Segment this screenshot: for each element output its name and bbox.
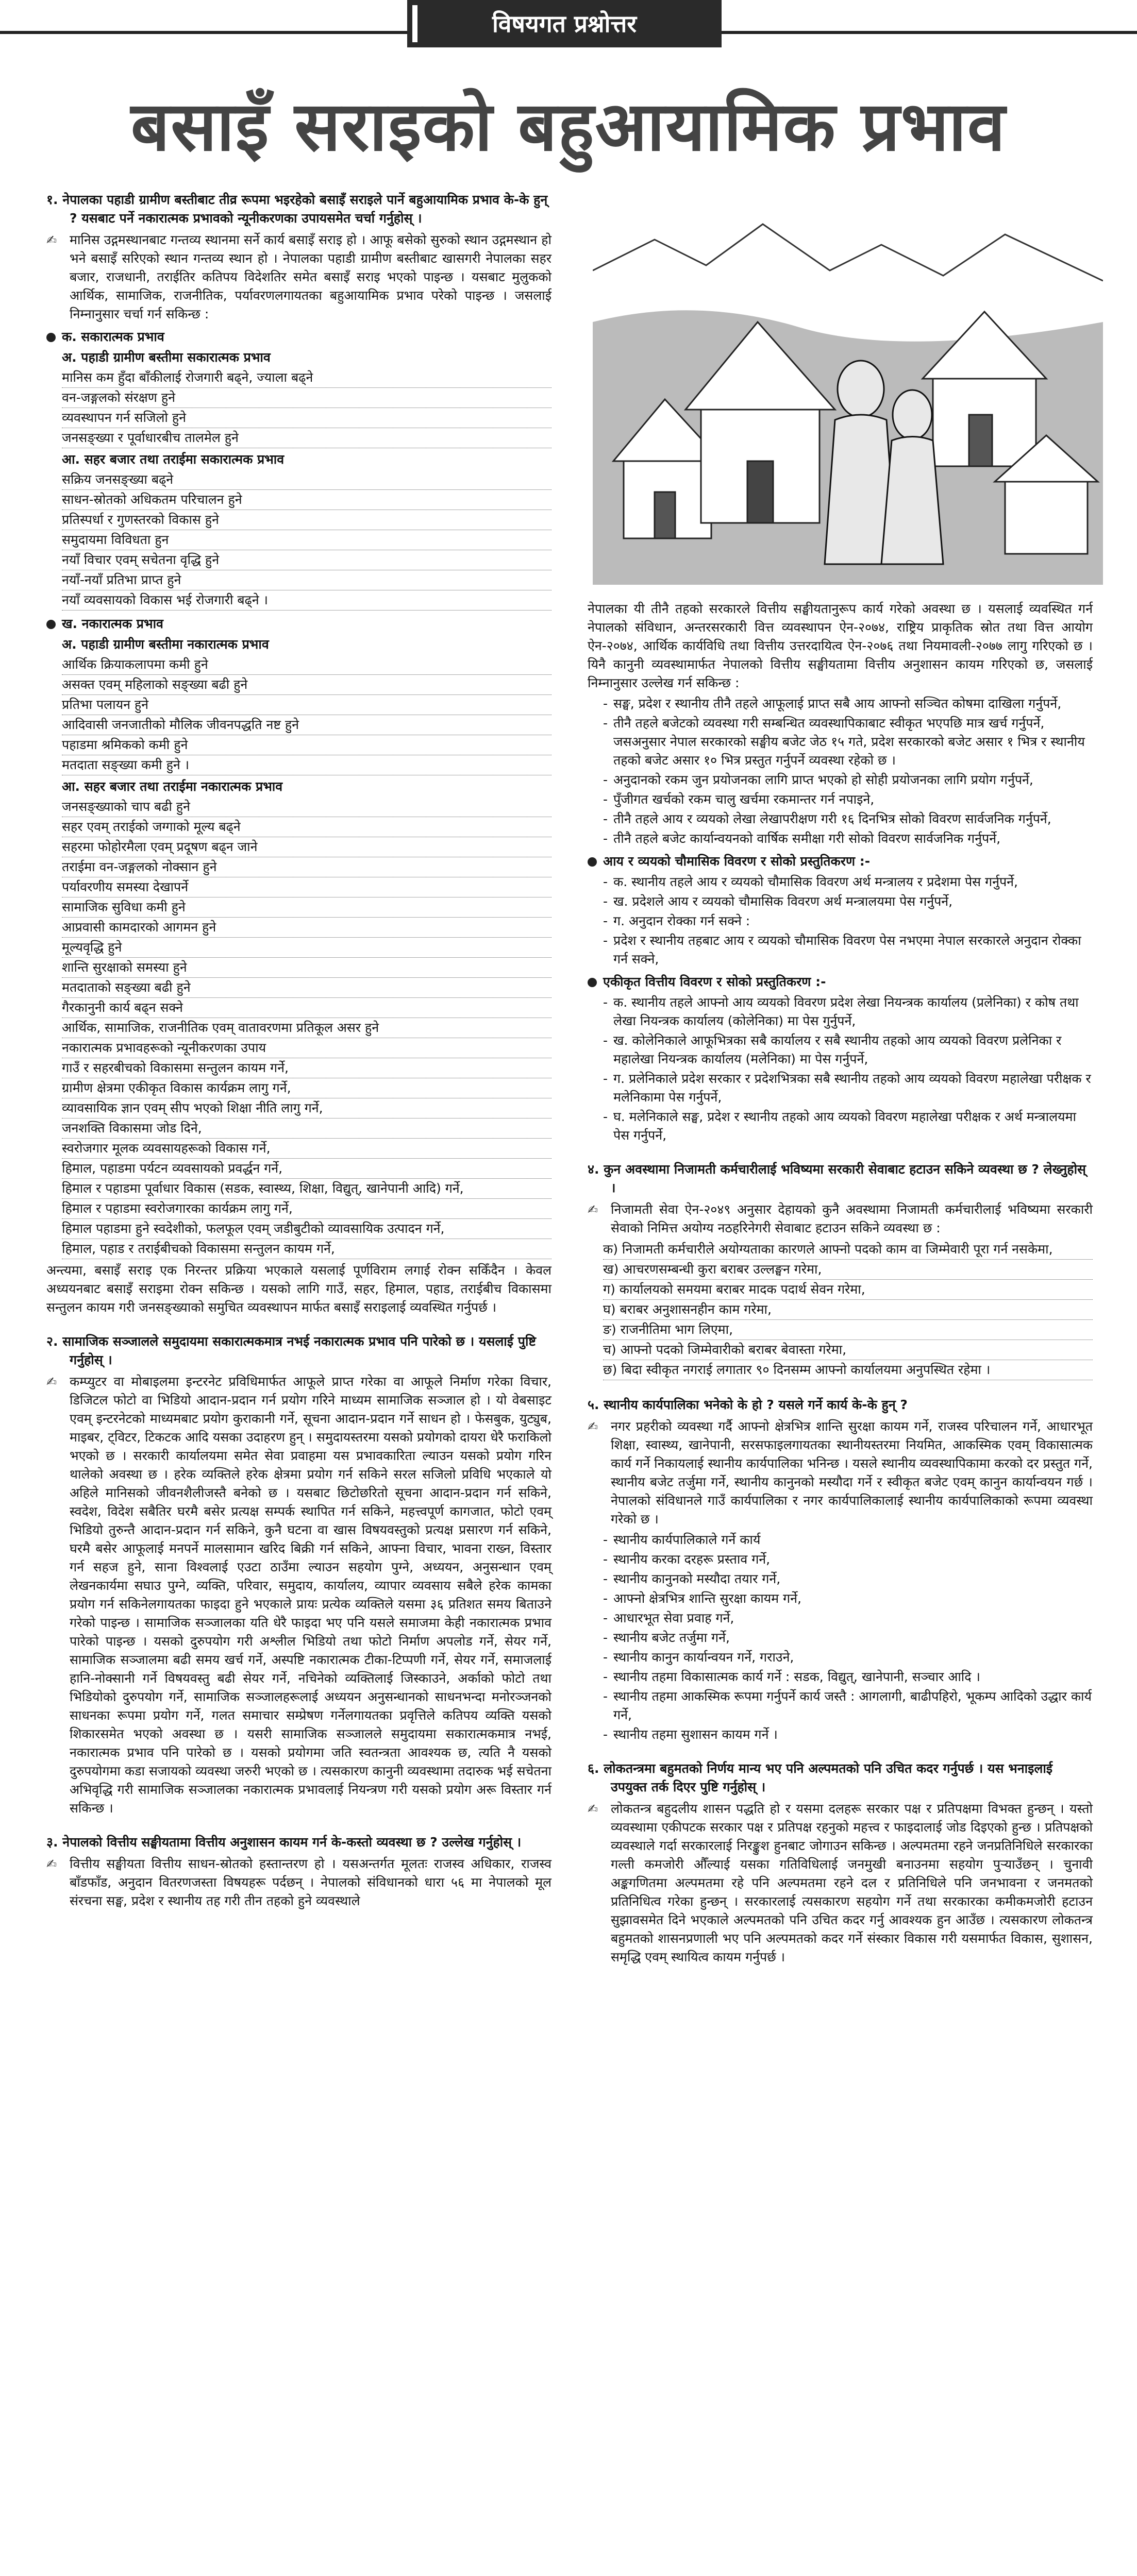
list-item: गैरकानुनी कार्य बढ्न सक्ने bbox=[62, 998, 551, 1018]
village-illustration bbox=[593, 193, 1103, 585]
section-quarterly-report: आय र व्ययको चौमासिक विवरण र सोको प्रस्तुतिकरण :- bbox=[588, 852, 1093, 871]
list-item: - स्थानीय बजेट तर्जुमा गर्ने, bbox=[613, 1629, 1093, 1647]
dismissal-conditions-list bbox=[588, 1240, 1093, 1380]
answer-6: ✍ लोकतन्त्र बहुदलीय शासन पद्धति हो र यसमा दलहरू सरकार पक्ष र प्रतिपक्षमा विभक्त हुन्छन् । यस्तो व्यवस्थामा एकीपटक सरकार पक्ष र प्रतिपक्ष रहनुको महत्त्व र फाइदालाई जोड दिइएको हुन्छ । प्रतिपक्षको व्यवस्थाले गर्दा सरकारलाई निरङ्कुश हुनबाट जोगाउन सकिन्छ । अल्पमतमा रहने जनप्रतिनिधिले सरकारका गल्ती कमजोरी औँल्याई यसका गतिविधिलाई जनमुखी बनाउनमा सहयोग पुऱ्याउँछन् । चुनावी अङ्कगणितमा अल्पमतमा रहे पनि अल्पमतमा रहने दल र प्रतिनिधिले पनि जनभावना र जनमतको प्रतिनिधित्व गरेका हुन्छन् । सरकारलाई त्यसकारण सहयोग गर्ने तथा सरकारका कमीकमजोरी हटाउन सुझावसमेत दिने भएकाले अल्पमतको पनि उचित कदर गर्नु आवश्यक हुन आउँछ । त्यसकारण लोकतन्त्र बहुमतको शासनप्रणाली भए पनि अल्पमतको कदर गर्ने संस्कार विकास गरी यसमार्फत विकास, सुशासन, समृद्धि एवम् स्थायित्व कायम गर्नुपर्छ । bbox=[588, 1800, 1093, 1967]
list-item: नयाँ विचार एवम् सचेतना वृद्धि हुने bbox=[62, 550, 551, 570]
list-item: - क. स्थानीय तहले आफ्नो आय व्ययको विवरण प्रदेश लेखा नियन्त्रक कार्यालय (प्रलेनिका) र कोष तथा लेखा नियन्त्रक कार्यालय (कोलेनिका) मा पेस गुर्नुपर्ने, bbox=[613, 993, 1093, 1030]
list-item: मतदाताको सङ्ख्या बढी हुने bbox=[62, 978, 551, 998]
list-item: तराईमा वन-जङ्गलको नोक्सान हुने bbox=[62, 857, 551, 877]
answer-1-intro: ✍ मानिस उद्गमस्थानबाट गन्तव्य स्थानमा सर्ने कार्य बसाइँ सराइ हो । आफू बसेको सुरुको स्थान उद्गमस्थान हो भने बसाइँ सरिएको स्थान गन्तव्य स्थान हो । नेपालका पहाडी ग्रामीण बस्तीबाट खासगरी नेपालका सहर बजार, राजधानी, तराईतिर कतिपय विदेशतिर समेत बसाइँ सराइ भएको पाइन्छ । यसबाट मुलुकको आर्थिक, सामाजिक, राजनीतिक, पर्यावरणलगायतका बहुआयामिक प्रभाव परेको पाइन्छ । जसलाई निम्नानुसार चर्चा गर्न सकिन्छ : bbox=[46, 231, 551, 324]
list-item: नयाँ-नयाँ प्रतिभा प्राप्त हुने bbox=[62, 570, 551, 590]
list-item: - प्रदेश र स्थानीय तहबाट आय र व्ययको चौमासिक विवरण पेस नभएमा नेपाल सरकारले अनुदान रोक्का गर्न सक्ने, bbox=[613, 931, 1093, 969]
list-item: समुदायमा विविधता हुन bbox=[62, 530, 551, 550]
answer-5: ✍ नगर प्रहरीको व्यवस्था गर्दै आफ्नो क्षेत्रभित्र शान्ति सुरक्षा कायम गर्ने, राजस्व परिचालन गर्ने, आधारभूत शिक्षा, स्वास्थ्य, खानेपानी, सरसफाइलगायतका स्थानीयस्तरमा नियमित, आकस्मिक एवम् विकासात्मक कार्य गर्ने निकायलाई स्थानीय कार्यपालिका भनिन्छ । यसले स्थानीय व्यवस्थापिकामा करको दर प्रस्तुत गर्ने, स्थानीय बजेट तर्जुमा गर्ने, स्थानीय कानुनको मस्यौदा गर्ने र स्वीकृत बजेट एवम् कानुन कार्यान्वयन गर्छ । नेपालको संविधानले गाउँ कार्यपालिका र नगर कार्यपालिकालाई स्थानीय कार्यपालिकाको रूपमा व्यवस्था गरेको छ । bbox=[588, 1417, 1093, 1529]
list-item: हिमाल, पहाड र तराईबीचको विकासमा सन्तुलन कायम गर्ने, bbox=[62, 1239, 551, 1259]
mitigation-list bbox=[46, 1038, 551, 1259]
list-item: - स्थानीय कार्यपालिकाले गर्ने कार्य bbox=[613, 1531, 1093, 1549]
list-item: ग्रामीण क्षेत्रमा एकीकृत विकास कार्यक्रम लागु गर्ने, bbox=[62, 1078, 551, 1098]
answer-3-continued: नेपालका यी तीनै तहको सरकारले वित्तीय सङ्घीयतानुरूप कार्य गरेको अवस्था छ । यसलाई व्यवस्थित गर्न नेपालको संविधान, अन्तरसरकारी वित्त व्यवस्थापन ऐन-२०७४, राष्ट्रिय प्राकृतिक स्रोत तथा वित्त आयोग ऐन-२०७४, आर्थिक कार्यविधि तथा वित्तीय उत्तरदायित्व ऐन-२०७६ तथा नियमावली-२०७७ लागु गरिएको छ । यिनै कानुनी व्यवस्थामार्फत नेपालको वित्तीय सङ्घीयतामा वित्तीय अनुशासन कायम गरिएको छ, जसलाई निम्नानुसार उल्लेख गर्न सकिन्छ : bbox=[588, 601, 1093, 690]
list-item: असक्त एवम् महिलाको सङ्ख्या बढी हुने bbox=[62, 675, 551, 695]
list-item: सहर एवम् तराईको जग्गाको मूल्य बढ्ने bbox=[62, 817, 551, 837]
section-label: विषयगत प्रश्नोत्तर bbox=[407, 0, 722, 47]
question-3: ३. नेपालको वित्तीय सङ्घीयतामा वित्तीय अनुशासन कायम गर्न के-कस्तो व्यवस्था छ ? उल्लेख गर्नुहोस् । bbox=[46, 1835, 522, 1850]
list-item: ग) कार्यालयको समयमा बराबर मादक पदार्थ सेवन गरेमा, bbox=[603, 1280, 1093, 1300]
list-item: जनसङ्ख्या र पूर्वाधारबीच तालमेल हुने bbox=[62, 428, 551, 448]
consolidated-report-list bbox=[588, 993, 1093, 1145]
right-column bbox=[588, 598, 1093, 1969]
list-item: - आधारभूत सेवा प्रवाह गर्ने, bbox=[613, 1609, 1093, 1628]
question-2: २. सामाजिक सञ्जालले समुदायमा सकारात्मकमात्र नभई नकारात्मक प्रभाव पनि पारेको छ । यसलाई पुष्टि गर्नुहोस् । bbox=[46, 1334, 537, 1367]
urban-negative-list bbox=[46, 797, 551, 1038]
list-item: पर्यावरणीय समस्या देखापर्ने bbox=[62, 877, 551, 897]
list-item: - ख. प्रदेशले आय र व्ययको चौमासिक विवरण अर्थ मन्त्रालयमा पेस गर्नुपर्ने, bbox=[613, 892, 1093, 911]
list-item: - स्थानीय तहमा सुशासन कायम गर्ने । bbox=[613, 1725, 1093, 1744]
list-item: स्वरोजगार मूलक व्यवसायहरूको विकास गर्ने, bbox=[62, 1139, 551, 1159]
subsection-rural-positive: अ. पहाडी ग्रामीण बस्तीमा सकारात्मक प्रभाव bbox=[62, 350, 271, 365]
list-item: नयाँ व्यवसायको विकास भई रोजगारी बढ्ने । bbox=[62, 590, 551, 611]
list-item: सहरमा फोहोरमैला एवम् प्रदूषण बढ्न जाने bbox=[62, 837, 551, 857]
list-item: सक्रिय जनसङ्ख्या बढ्ने bbox=[62, 470, 551, 490]
list-item: मानिस कम हुँदा बाँकीलाई रोजगारी बढ्ने, ज्याला बढ्ने bbox=[62, 368, 551, 388]
list-item: - ग. अनुदान रोक्का गर्न सक्ने : bbox=[613, 912, 1093, 930]
list-item: हिमाल, पहाडमा पर्यटन व्यवसायको प्रवर्द्धन गर्ने, bbox=[62, 1159, 551, 1179]
list-item: - क. स्थानीय तहले आय र व्ययको चौमासिक विवरण अर्थ मन्त्रालय र प्रदेशमा पेस गर्नुपर्ने, bbox=[613, 873, 1093, 891]
list-item: क) निजामती कर्मचारीले अयोग्यताका कारणले आफ्नो पदको काम वा जिम्मेवारी पूरा गर्न नसकेमा, bbox=[603, 1240, 1093, 1260]
list-item: मूल्यवृद्धि हुने bbox=[62, 938, 551, 958]
section-consolidated-report: एकीकृत वित्तीय विवरण र सोको प्रस्तुतिकरण :- bbox=[588, 973, 1093, 991]
question-4: ४. कुन अवस्थामा निजामती कर्मचारीलाई भविष्यमा सरकारी सेवाबाट हटाउन सकिने व्यवस्था छ ? लेख्नुहोस् । bbox=[588, 1162, 1086, 1195]
list-item: - स्थानीय तहमा विकासात्मक कार्य गर्ने : सडक, विद्युत्, खानेपानी, सञ्चार आदि । bbox=[613, 1668, 1093, 1686]
list-item: - तीनै तहले बजेटको व्यवस्था गरी सम्बन्धित व्यवस्थापिकाबाट स्वीकृत भएपछि मात्र खर्च गर्नुपर्ने, जसअनुसार नेपाल सरकारको सङ्घीय बजेट जेठ १५ गते, प्रदेश सरकारको बजेट असार १ भित्र र स्थानीय तहको बजेट असार १० भित्र प्रस्तुत गर्नुपर्ने व्यवस्था रहेको छ । bbox=[613, 714, 1093, 770]
list-item: आप्रवासी कामदारको आगमन हुने bbox=[62, 918, 551, 938]
answer-1-conclusion: अन्त्यमा, बसाइँ सराइ एक निरन्तर प्रक्रिया भएकाले यसलाई पूर्णविराम लगाई रोक्न सकिँदैन । केवल अध्ययनबाट बसाइँ सराइमा रोक्न सकिन्छ । यसको लागि गाउँ, सहर, हिमाल, पहाड, तराईबीच विकासमा सन्तुलन कायम गरी जनसङ्ख्याको समुचित व्यवस्थापन मार्फत बसाइँ सराइलाई व्यवस्थित गर्नुपर्छ । bbox=[46, 1263, 551, 1315]
list-item: - स्थानीय कानुन कार्यान्वयन गर्ने, गराउने, bbox=[613, 1648, 1093, 1667]
question-1: १. नेपालका पहाडी ग्रामीण बस्तीबाट तीव्र रूपमा भइरहेको बसाइँ सराइले पार्ने बहुआयामिक प्रभाव के-के हुन् ? यसबाट पर्ने नकारात्मक प्रभावको न्यूनीकरणका उपायसमेत चर्चा गर्नुहोस् । bbox=[46, 192, 548, 226]
executive-functions-list bbox=[588, 1531, 1093, 1744]
list-item: प्रतिभा पलायन हुने bbox=[62, 695, 551, 715]
list-item: च) आफ्नो पदको जिम्मेवारीको बराबर बेवास्ता गरेमा, bbox=[603, 1340, 1093, 1360]
list-item: आर्थिक क्रियाकलापमा कमी हुने bbox=[62, 655, 551, 675]
list-item: जनसङ्ख्याको चाप बढी हुने bbox=[62, 797, 551, 817]
list-item: पहाडमा श्रमिकको कमी हुने bbox=[62, 735, 551, 755]
subsection-urban-negative: आ. सहर बजार तथा तराईमा नकारात्मक प्रभाव bbox=[62, 779, 283, 794]
list-item: व्यावसायिक ज्ञान एवम् सीप भएको शिक्षा नीति लागु गर्ने, bbox=[62, 1098, 551, 1118]
list-item: - पुँजीगत खर्चको रकम चालु खर्चमा रकमान्तर गर्न नपाइने, bbox=[613, 790, 1093, 809]
rural-negative-list bbox=[46, 655, 551, 775]
urban-positive-list bbox=[46, 470, 551, 611]
fiscal-rules-list bbox=[588, 694, 1093, 848]
list-item: ख) आचरणसम्बन्धी कुरा बराबर उल्लङ्घन गरेमा, bbox=[603, 1260, 1093, 1280]
list-item: - सङ्घ, प्रदेश र स्थानीय तीनै तहले आफूलाई प्राप्त सबै आय आफ्नो सञ्चित कोषमा दाखिला गर्नुपर्ने, bbox=[613, 694, 1093, 713]
answer-2: ✍ कम्प्युटर वा मोबाइलमा इन्टरनेट प्रविधिमार्फत आफूले प्राप्त गरेका वा आफूले निर्माण गरेका विचार, डिजिटल फोटो वा भिडियो आदान-प्रदान गर्न प्रयोग गरिने माध्यम सामाजिक सञ्जाल हो । यो वेबसाइट एवम् इन्टरनेटको माध्यमबाट प्रयोग कुराकानी गर्ने, सूचना आदान-प्रदान गर्ने साधन हो । फेसबुक, युट्युब, माइबर, ट्विटर, टिकटक आदि यसका उदाहरण हुन् । समुदायस्तरमा यसको प्रयोगको दायरा धेरै फराकिलो भएको छ । सरकारी कार्यालयमा समेत सेवा प्रवाहमा यस प्रभावकारिता ल्याउन यसको प्रयोग गरिन थालेको अवस्था छ । हरेक व्यक्तिले हरेक क्षेत्रमा प्रयोग गर्न सकिने सरल सजिलो प्रविधि भएकाले यो अहिले मानिसको जीवनशैलीजस्तै बनेको छ । यसबाट छिटोछरितो सूचना आदान-प्रदान गर्न सकिने, स्वदेश, विदेश सबैतिर घरमै बसेर प्रत्यक्ष सम्पर्क स्थापित गर्न सकिने, महत्त्वपूर्ण कागजात, फोटो एवम् भिडियो तुरुन्तै आदान-प्रदान गर्न सकिने, कुनै घटना वा खास विषयवस्तुको प्रत्यक्ष प्रसारण गर्न सकिने, घरमै बसेर आफूलाई मनपर्ने मालसामान खरिद बिक्री गर्न सकिने, आफ्ना विचार, भावना राख्न, विस्तार गर्न सहज हुने, साना विश्वलाई एउटा ठाउँमा ल्याउन सहयोग पुग्ने, अध्ययन, अनुसन्धान एवम् लेखनकार्यमा सघाउ पुग्ने, व्यक्ति, परिवार, समुदाय, कार्यालय, व्यापार व्यवसाय सबैले हरेक कामका प्रयोग गर्न सकिनेलगायतका फाइदा हुने भएकाले प्रायः प्रत्येक व्यक्तिले यसमा ३६ प्रतिशत समय बिताउने गरेको पाइन्छ । सामाजिक सञ्जालका यति धेरै फाइदा भए पनि यसले समाजमा केही नकारात्मक प्रभाव पारेको पाइन्छ । यसको दुरुपयोग गरी अश्लील भिडियो तथा फोटो निर्माण अपलोड गर्ने, सेयर गर्ने, सामाजिक सञ्जालमा बढी समय खर्च गर्ने, अस्पष्टि नकारात्मक टीका-टिप्पणी गर्ने, सेयर गर्ने, समाजलाई हानि-नोक्सानी गर्ने विषयवस्तु बढी सेयर गर्ने, नचिनेको व्यक्तिलाई जिस्काउने, अर्काको फोटो तथा भिडियोको दुरुपयोग गर्ने, सामाजिक सञ्जालहरूलाई अध्ययन अनुसन्धानको साधनभन्दा मनोरञ्जनको साधनका रूपमा प्रयोग गर्ने, गलत समाचार सम्प्रेषण गर्नेलगायतका प्रवृत्तिले कतिपय व्यक्ति यसको शिकारसमेत भएको अवस्था छ । यसरी सामाजिक सञ्जालले समुदायमा सकारात्मकमात्र नभई, नकारात्मक प्रभाव पनि पारेको छ । यसको प्रयोगमा जति स्वतन्त्रता आवश्यक छ, त्यति नै यसको दुरुपयोगमा कडा सजायको व्यवस्था जरुरी भएको छ । त्यसकारण कानुनी व्यवस्थामा तदारुक भई सचेतना अभिवृद्धि गरी सामाजिक सञ्जालका नकारात्मक प्रभावलाई नियन्त्रण गरी यसको प्रयोग अरू विस्तार गर्न सकिन्छ । bbox=[46, 1372, 551, 1818]
list-item: ङ) राजनीतिमा भाग लिएमा, bbox=[603, 1320, 1093, 1340]
list-item: नकारात्मक प्रभावहरूको न्यूनीकरणका उपाय bbox=[62, 1038, 551, 1058]
left-column bbox=[46, 191, 551, 1912]
subsection-rural-negative: अ. पहाडी ग्रामीण बस्तीमा नकारात्मक प्रभाव bbox=[62, 637, 269, 652]
answer-4: ✍ निजामती सेवा ऐन-२०४९ अनुसार देहायको कुनै अवस्थामा निजामती कर्मचारीलाई भविष्यमा सरकारी सेवाको निमित्त अयोग्य नठहरिनेगरी सेवाबाट हटाउन सकिने व्यवस्था छ : bbox=[588, 1200, 1093, 1238]
list-item: गाउँ र सहरबीचको विकासमा सन्तुलन कायम गर्ने, bbox=[62, 1058, 551, 1078]
list-item: छ) बिदा स्वीकृत नगराई लगातार ९० दिनसम्म आफ्नो कार्यालयमा अनुपस्थित रहेमा । bbox=[603, 1360, 1093, 1380]
list-item: - घ. मलेनिकाले सङ्घ, प्रदेश र स्थानीय तहको आय व्ययको विवरण महालेखा परीक्षक र अर्थ मन्त्रालयमा पेस गर्नुपर्ने, bbox=[613, 1108, 1093, 1145]
list-item: - तीनै तहले आय र व्ययको लेखा लेखापरीक्षण गरी १६ दिनभित्र सोको विवरण सार्वजनिक गर्नुपर्ने, bbox=[613, 810, 1093, 828]
list-item: - ख. कोलेनिकाले आफूभित्रका सबै कार्यालय र सबै स्थानीय तहको आय व्ययको विवरण प्रलेनिका र महालेखा नियन्त्रक कार्यालय (मलेनिका) मा पेस गर्नुपर्ने, bbox=[613, 1031, 1093, 1069]
list-item: हिमाल र पहाडमा स्वरोजगारका कार्यक्रम लागु गर्ने, bbox=[62, 1199, 551, 1219]
list-item: जनशक्ति विकासमा जोड दिने, bbox=[62, 1118, 551, 1139]
question-6: ६. लोकतन्त्रमा बहुमतको निर्णय मान्य भए पनि अल्पमतको पनि उचित कदर गर्नुपर्छ । यस भनाइलाई उपयुक्त तर्क दिएर पुष्टि गर्नुहोस् । bbox=[588, 1761, 1053, 1794]
section-negative: ख. नकारात्मक प्रभाव bbox=[46, 615, 551, 633]
list-item: - स्थानीय कानुनको मस्यौदा तयार गर्ने, bbox=[613, 1570, 1093, 1588]
subsection-urban-positive: आ. सहर बजार तथा तराईमा सकारात्मक प्रभाव bbox=[62, 452, 285, 467]
list-item: - अनुदानको रकम जुन प्रयोजनका लागि प्राप्त भएको हो सोही प्रयोजनका लागि प्रयोग गर्नुपर्ने, bbox=[613, 771, 1093, 789]
list-item: सामाजिक सुविधा कमी हुने bbox=[62, 897, 551, 918]
list-item: हिमाल र पहाडमा पूर्वाधार विकास (सडक, स्वास्थ्य, शिक्षा, विद्युत्, खानेपानी आदि) गर्ने, bbox=[62, 1179, 551, 1199]
list-item: - आफ्नो क्षेत्रभित्र शान्ति सुरक्षा कायम गर्ने, bbox=[613, 1589, 1093, 1608]
section-positive: क. सकारात्मक प्रभाव bbox=[46, 328, 551, 346]
list-item: आदिवासी जनजातीको मौलिक जीवनपद्धति नष्ट हुने bbox=[62, 715, 551, 735]
list-item: - स्थानीय तहमा आकस्मिक रूपमा गर्नुपर्ने कार्य जस्तै : आगलागी, बाढीपहिरो, भूकम्प आदिको उद्धार कार्य गर्ने, bbox=[613, 1687, 1093, 1724]
page-title: बसाइँ सराइको बहुआयामिक प्रभाव bbox=[130, 87, 1007, 166]
list-item: घ) बराबर अनुशासनहीन काम गरेमा, bbox=[603, 1300, 1093, 1320]
answer-3-start: ✍ वित्तीय सङ्घीयता वित्तीय साधन-स्रोतको हस्तान्तरण हो । यसअन्तर्गत मूलतः राजस्व अधिकार, राजस्व बाँडफाँड, अनुदान वितरणजस्ता विषयहरू पर्दछन् । नेपालको संविधानको धारा ५६ मा नेपालको मूल संरचना सङ्घ, प्रदेश र स्थानीय तह गरी तीन तहको हुने व्यवस्थाले bbox=[46, 1855, 551, 1910]
rural-positive-list bbox=[46, 368, 551, 448]
list-item: व्यवस्थापन गर्न सजिलो हुने bbox=[62, 408, 551, 428]
list-item: - तीनै तहले बजेट कार्यान्वयनको वार्षिक समीक्षा गरी सोको विवरण सार्वजनिक गर्नुपर्ने, bbox=[613, 829, 1093, 848]
list-item: शान्ति सुरक्षाको समस्या हुने bbox=[62, 958, 551, 978]
list-item: - स्थानीय करका दरहरू प्रस्ताव गर्ने, bbox=[613, 1550, 1093, 1569]
list-item: साधन-स्रोतको अधिकतम परिचालन हुने bbox=[62, 490, 551, 510]
list-item: प्रतिस्पर्धा र गुणस्तरको विकास हुने bbox=[62, 510, 551, 530]
list-item: वन-जङ्गलको संरक्षण हुने bbox=[62, 388, 551, 408]
list-item: आर्थिक, सामाजिक, राजनीतिक एवम् वातावरणमा प्रतिकूल असर हुने bbox=[62, 1018, 551, 1038]
question-5: ५. स्थानीय कार्यपालिका भनेको के हो ? यसले गर्ने कार्य के-के हुन् ? bbox=[588, 1397, 908, 1412]
list-item: मतदाता सङ्ख्या कमी हुने । bbox=[62, 755, 551, 775]
list-item: हिमाल पहाडमा हुने स्वदेशीको, फलफूल एवम् जडीबुटीको व्यावसायिक उत्पादन गर्ने, bbox=[62, 1219, 551, 1239]
list-item: - ग. प्रलेनिकाले प्रदेश सरकार र प्रदेशभित्रका सबै स्थानीय तहको आय व्ययको विवरण महालेखा परीक्षक र मलेनिकामा पेस गर्नुपर्ने, bbox=[613, 1070, 1093, 1107]
quarterly-report-list bbox=[588, 873, 1093, 969]
